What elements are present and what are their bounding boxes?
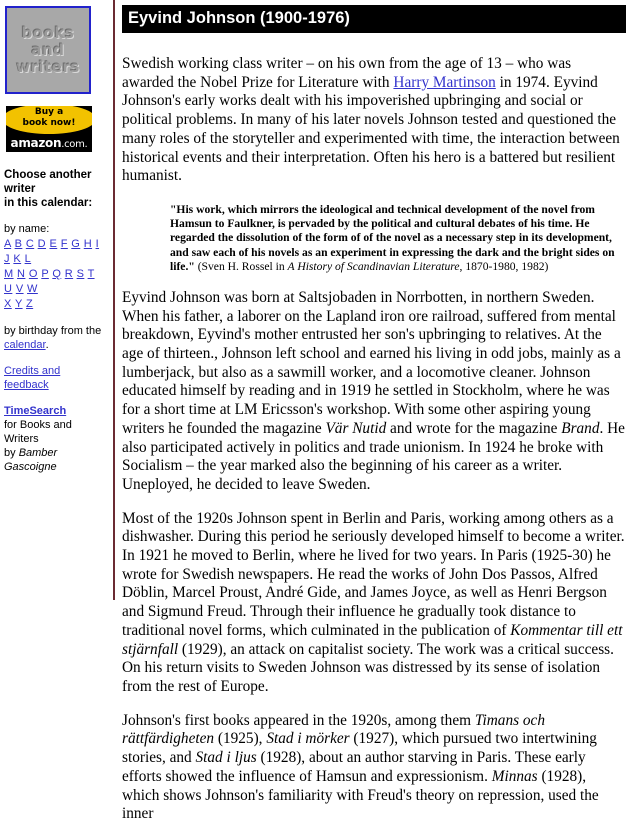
alphabet-link-e[interactable]: E: [49, 238, 58, 250]
first-books-paragraph: [122, 712, 626, 824]
logo-line-books: books: [21, 23, 75, 42]
berlin-text-2: (1929), an attack on capitalist society. The work was a critical success. On his return visits to Sweden Johnson was distressed by its sense of isolation from the rest of Europe.: [122, 640, 614, 695]
amazon-buy-text: [6, 107, 92, 129]
books-text-4: (1928), about an author starving in Paris. These early efforts showed the influence of Hamsun and expressionism.: [122, 749, 586, 785]
work-stad-i-morker-title: Stad i mörker: [266, 730, 350, 748]
bio-text-3: . He also participated actively in politics and trade unionism. In 1924 he broke with Socialism – the year marked also the beginning of his career as a writer. Uneployed, he decided to leave Sweden.: [122, 419, 625, 493]
biography-paragraph: [122, 289, 626, 495]
alphabet-link-d[interactable]: D: [37, 238, 47, 250]
alphabet-link-u[interactable]: U: [4, 283, 13, 295]
alphabet-link-y[interactable]: Y: [15, 298, 23, 310]
alphabet-link-z[interactable]: Z: [26, 298, 34, 310]
timesearch-author-line: [4, 446, 106, 474]
alphabet-link-k[interactable]: K: [13, 253, 22, 265]
logo-line-and: and: [31, 40, 65, 59]
alphabet-link-o[interactable]: O: [28, 268, 38, 280]
books-text-3: (1927), which pursued two intertwining stories, and: [122, 730, 597, 767]
amazon-buy-line-1: Buy a: [34, 107, 64, 117]
alphabet-row-3: [4, 297, 106, 312]
amazon-buy-line-2: book now!: [22, 118, 76, 128]
books-and-writers-logo[interactable]: [5, 6, 91, 94]
alphabet-link-s[interactable]: S: [76, 268, 85, 280]
alphabet-link-x[interactable]: X: [4, 298, 12, 310]
alphabet-index: [4, 237, 106, 312]
logo-line-writers: writers: [16, 57, 80, 76]
work-stad-i-ljus-title: Stad i ljus: [195, 749, 257, 767]
sidebar-heading: [4, 168, 106, 210]
books-text-2: (1925),: [214, 730, 267, 748]
amazon-wordmark: [6, 136, 92, 150]
quote-source: [195, 260, 549, 273]
alphabet-row-1: [4, 237, 106, 267]
harry-martinson-link[interactable]: Harry Martinson: [393, 73, 496, 91]
alphabet-link-a[interactable]: A: [4, 238, 12, 250]
alphabet-link-j[interactable]: J: [4, 253, 10, 265]
sidebar: [0, 0, 110, 600]
intro-text-before-link: Swedish working class writer – on his own from the age of 13 – who was awarded the Nobel Prize for Literature with: [122, 55, 572, 91]
alphabet-link-c[interactable]: C: [25, 238, 35, 250]
pull-quote: [170, 203, 622, 274]
calendar-link[interactable]: calendar: [4, 339, 46, 351]
intro-text-after-link: in 1974. Eyvind Johnson's early works dealt with his impoverished upbringing and social or political problems. In many of his later novels Johnson tested and questioned the many roles of the storyteller and experimented with time, the interaction between historical events and their interpretation. Often his hero is a battered but resilient humanist.: [122, 73, 620, 185]
alphabet-link-r[interactable]: R: [64, 268, 74, 280]
alphabet-link-t[interactable]: T: [87, 268, 95, 280]
berlin-paris-paragraph: [122, 510, 626, 697]
alphabet-link-q[interactable]: Q: [52, 268, 62, 280]
quote-source-title: A History of Scandinavian Literature: [287, 259, 460, 273]
quote-source-prefix: (Sven H. Rossel in: [194, 259, 288, 273]
alphabet-link-p[interactable]: P: [41, 268, 49, 280]
timesearch-by-prefix: by: [4, 447, 19, 459]
credits-and-feedback-link[interactable]: Credits and feedback: [4, 365, 61, 391]
main-content: [122, 0, 626, 824]
amazon-buy-book-banner[interactable]: [6, 106, 92, 152]
bio-magazine-brand: Brand: [561, 419, 600, 437]
calendar-period: .: [45, 339, 49, 351]
alphabet-link-h[interactable]: H: [83, 238, 93, 250]
bio-text-2: and wrote for the magazine: [386, 419, 562, 437]
intro-paragraph: [122, 55, 626, 186]
alphabet-link-w[interactable]: W: [27, 283, 38, 295]
bio-magazine-var-nutid: Vär Nutid: [325, 419, 387, 437]
alphabet-link-l[interactable]: L: [24, 253, 32, 265]
alphabet-link-b[interactable]: B: [14, 238, 23, 250]
alphabet-link-n[interactable]: N: [17, 268, 26, 280]
vertical-divider: [113, 0, 115, 600]
alphabet-row-2: [4, 267, 106, 297]
by-name-label: by name:: [4, 223, 50, 235]
work-minnas-title: Minnas: [491, 767, 538, 785]
books-text-1: Johnson's first books appeared in the 1920s, among them: [122, 711, 475, 729]
timesearch-author-name: Bamber Gascoigne: [4, 447, 58, 473]
birthday-section: [4, 324, 106, 352]
alphabet-link-m[interactable]: M: [4, 268, 14, 280]
quote-source-suffix: , 1870-1980, 1982): [459, 259, 549, 273]
bio-text-1: Eyvind Johnson was born at Saltsjobaden in Norrbotten, in northern Sweden. When his father, a laborer on the Lapland iron ore railroad, suffered from mental breakdown, Eyvind's mother entrusted her son's upbringing to relatives. At the age of thirteen., Johnson left school and earned his living in odd jobs, mainly as a lumberjack, but also as a sawmill worker, and a locomotive cleaner. Johnson educated himself by reading and in 1919 he settled in Stockholm, where he was for a short time at LM Ericsson's workshop. With some other aspiring young writers he founded the magazine: [122, 288, 621, 437]
sidebar-heading-line-1: Choose another writer: [4, 169, 92, 195]
birthday-text: by birthday from the: [4, 325, 102, 337]
sidebar-heading-line-2: in this calendar:: [4, 197, 93, 209]
alphabet-link-i[interactable]: I: [95, 238, 100, 250]
timesearch-subtitle: for Books and Writers: [4, 419, 72, 445]
berlin-text-1: Most of the 1920s Johnson spent in Berlin and Paris, working among others as a dishwasher. During this period he seriously developed himself to become a writer. In 1921 he moved to Berlin, where he lived for two years. In Paris (1925-30) he wrote for Swedish newspapers. He read the works of John Dos Passos, Alfred Döblin, Marcel Proust, André Gide, and James Joyce, as well as Henri Bergson and Sigmund Freud. Through their influence he gradually took distance to traditional novel forms, which culminated in the publication of: [122, 509, 625, 639]
alphabet-link-v[interactable]: V: [15, 283, 24, 295]
amazon-dotcom: .com.: [61, 139, 88, 150]
timesearch-link[interactable]: TimeSearch: [4, 405, 67, 417]
work-timans-title: Timans och rättfärdigheten: [122, 711, 545, 748]
quote-text: "His work, which mirrors the ideological and technical development of the novel from Hamsun to Faulkner, is pervaded by the political and cultural debates of his time. He regarded the dissolution of the form of of the novel as a necessary step in its development, and saw each of his novels as an experiment in expressing the dark and the bright sides on life.": [170, 202, 615, 273]
books-text-5: (1928), which shows Johnson's familiarity with Freud's theory on repression, used the inner: [122, 767, 599, 823]
alphabet-link-g[interactable]: G: [71, 238, 81, 250]
credits-section: [4, 364, 106, 392]
timesearch-section: [4, 404, 106, 474]
work-kommentar-title: Kommentar till ett stjärnfall: [122, 621, 623, 658]
page-title: Eyvind Johnson (1900-1976): [122, 5, 626, 33]
alphabet-link-f[interactable]: F: [60, 238, 68, 250]
amazon-brand: amazon: [10, 136, 62, 150]
